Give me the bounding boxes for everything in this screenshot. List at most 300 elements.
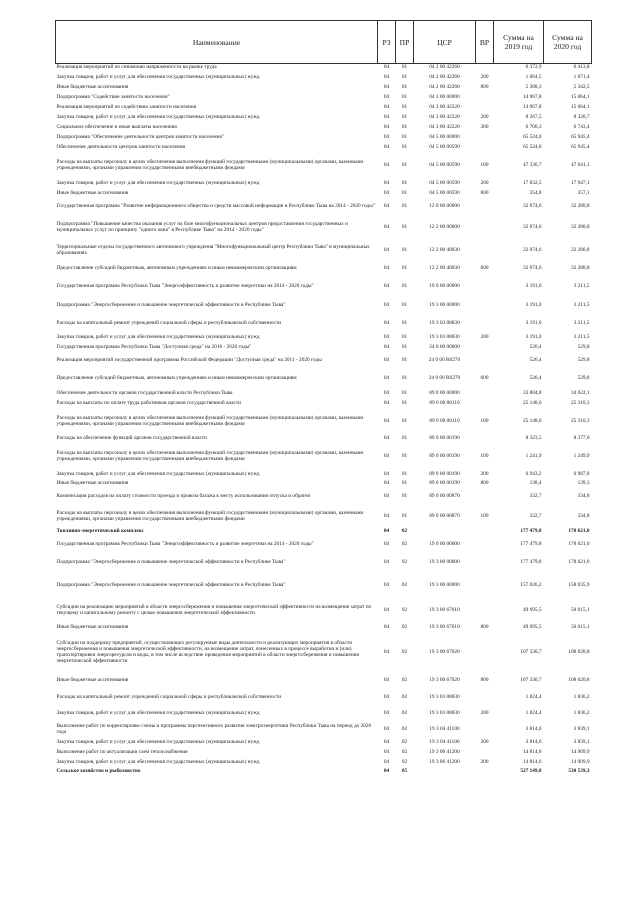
- row-name: Предоставление субсидий бюджетным, автономным учреждениям и иным некоммерческим организациям: [56, 374, 297, 381]
- row-vr: [476, 748, 494, 758]
- row-csr: 12 2 00 40030: [429, 264, 460, 271]
- row-rz: 04: [383, 624, 390, 631]
- row-sum-2019: 526,4: [529, 343, 542, 350]
- row-name: Расходы на выплаты по оплате труда работников органов государственной власти: [56, 400, 242, 407]
- row-pr: 01: [401, 470, 408, 477]
- row-sum-2020: 334,8: [577, 492, 590, 499]
- row-pr: 02: [401, 739, 408, 746]
- row-sum-2020: 529,8: [577, 356, 590, 363]
- row-sum-2019: 33 804,8: [522, 389, 542, 396]
- row-csr: 04 3 00 42220: [429, 114, 460, 121]
- row-name: Иные бюджетные ассигнования: [56, 676, 129, 683]
- row-vr: [476, 103, 494, 113]
- row-sum-2019: 32 074,6: [522, 223, 542, 230]
- budget-table: [55, 20, 592, 776]
- row-vr: [476, 633, 494, 673]
- row-sum-2019: 6 372,9: [525, 64, 542, 71]
- row-csr: 19 3 04 41100: [429, 739, 460, 746]
- row-csr: [414, 768, 476, 776]
- row-vr: [476, 343, 494, 352]
- row-vr: 200: [480, 334, 489, 341]
- row-vr: 800: [480, 624, 489, 631]
- row-pr: 02: [401, 624, 408, 631]
- row-csr: 04 5 00 00000: [429, 134, 460, 141]
- row-sum-2020: 5 342,5: [573, 84, 590, 91]
- row-vr: 800: [480, 84, 489, 91]
- row-csr: 89 0 00 00000: [429, 389, 460, 396]
- row-sum-2019: 1 824,4: [525, 693, 542, 700]
- row-sum-2020: 108 020,8: [568, 676, 590, 683]
- row-sum-2020: 14 909,9: [570, 749, 590, 756]
- table-row: [56, 189, 592, 199]
- row-csr: 04 5 00 00590: [429, 190, 460, 197]
- row-sum-2019: 6 943,2: [525, 470, 542, 477]
- row-sum-2020: 3 839,1: [573, 739, 590, 746]
- row-vr: [476, 199, 494, 214]
- header-rz: РЗ: [378, 21, 396, 64]
- row-csr: 24 0 00 R0270: [428, 356, 461, 363]
- row-csr: 12 0 00 00000: [429, 202, 460, 209]
- row-rz: 04: [383, 492, 390, 499]
- row-vr: [476, 64, 494, 73]
- row-rz: 04: [383, 320, 390, 327]
- table-row: [56, 598, 592, 623]
- row-sum-2020: 139,3: [577, 480, 590, 487]
- row-sum-2019: 14 967,8: [522, 104, 542, 111]
- row-name: Реализация мероприятий по снижению напряженности на рынке труда: [56, 64, 217, 71]
- row-csr: 89 0 00 00870: [429, 492, 460, 499]
- table-row: [56, 707, 592, 721]
- row-pr: 01: [401, 374, 408, 381]
- row-rz: 04: [383, 749, 390, 756]
- header-csr: ЦСР: [414, 21, 476, 64]
- row-sum-2020: 25 310,3: [570, 400, 590, 407]
- row-sum-2020: 3 211,5: [573, 301, 590, 308]
- row-sum-2019: 3 814,6: [525, 725, 542, 732]
- row-name: Иные бюджетные ассигнования: [56, 190, 129, 197]
- row-vr: [476, 536, 494, 553]
- row-sum-2019: 177 479,8: [520, 528, 542, 535]
- row-csr: 19 0 00 00000: [429, 282, 460, 289]
- row-vr: 200: [480, 114, 489, 121]
- row-name: Подпрограмма "Энергосбережение и повышение энергетической эффективности в Республике Тыва": [56, 559, 286, 566]
- row-pr: 02: [401, 693, 408, 700]
- row-pr: 01: [401, 320, 408, 327]
- row-pr: 01: [401, 144, 408, 151]
- row-csr: 89 0 00 00190: [429, 435, 460, 442]
- row-pr: 01: [401, 282, 408, 289]
- table-row: [56, 178, 592, 189]
- row-name: Расходы на капитальный ремонт учреждений социальной сферы и республиканской собственности: [56, 320, 282, 327]
- row-sum-2020: 3 211,5: [573, 334, 590, 341]
- row-rz: 04: [383, 64, 390, 71]
- row-sum-2020: 3 211,5: [573, 320, 590, 327]
- table-row: [56, 315, 592, 333]
- row-name: Выполнение работ по корректировке схемы и программы перспективного развития электроэнергетики Республики Тыва на период до 2020 года: [56, 722, 372, 735]
- budget-table-page: [55, 20, 591, 776]
- row-pr: 01: [401, 452, 408, 459]
- row-name: Субсидии на реализацию мероприятий в области энергосбережения и повышения энергетической эффективности на возмещение затрат по текущему и капитальному ремонту с целью повышения энергетической эффективности: [56, 603, 372, 616]
- row-pr: 01: [401, 84, 408, 91]
- row-csr: 12 2 00 40030: [429, 246, 460, 253]
- row-sum-2020: 1 071,4: [573, 73, 590, 80]
- row-sum-2019: 332,7: [529, 492, 542, 499]
- row-csr: 89 0 00 00190: [429, 452, 460, 459]
- row-pr: 01: [401, 73, 408, 80]
- row-name: Закупка товаров, работ и услуг для обеспечения государственных (муниципальных) нужд: [56, 710, 260, 717]
- row-pr: 01: [401, 264, 408, 271]
- row-vr: 100: [480, 417, 489, 424]
- row-csr: 19 3 03 08830: [429, 693, 460, 700]
- row-name: Предоставление субсидий бюджетным, автономным учреждениям и иным некоммерческим организациям: [56, 264, 297, 271]
- row-vr: [476, 388, 494, 399]
- header-sum-2020: Сумма на 2020 год: [544, 21, 592, 64]
- row-vr: 200: [480, 739, 489, 746]
- row-csr: 04 5 00 00590: [429, 161, 460, 168]
- table-body: [56, 64, 592, 777]
- row-rz: 04: [383, 389, 390, 396]
- row-sum-2019: 527 149,8: [520, 768, 542, 775]
- row-sum-2019: 1 824,4: [525, 710, 542, 717]
- row-sum-2019: 3 191,0: [525, 301, 542, 308]
- row-sum-2019: 1 241,9: [525, 452, 542, 459]
- row-name: Закупка товаров, работ и услуг для обеспечения государственных (муниципальных) нужд: [56, 739, 260, 746]
- row-sum-2019: 8 267,5: [525, 114, 542, 121]
- row-vr: 100: [480, 452, 489, 459]
- row-sum-2020: 6 743,4: [573, 124, 590, 131]
- row-csr: 19 3 00 67010: [429, 624, 460, 631]
- row-sum-2019: 14 814,6: [522, 759, 542, 766]
- row-sum-2020: 529,8: [577, 343, 590, 350]
- row-sum-2019: 65 524,0: [522, 134, 542, 141]
- row-rz: 04: [383, 223, 390, 230]
- row-sum-2019: 65 524,0: [522, 144, 542, 151]
- table-row: [56, 277, 592, 296]
- row-vr: [476, 93, 494, 103]
- row-sum-2020: 1 836,2: [573, 693, 590, 700]
- table-row: [56, 688, 592, 707]
- row-vr: 200: [480, 470, 489, 477]
- row-name: Компенсация расходов на оплату стоимости проезда и провоза багажа к месту использования отпуска и обратно: [56, 492, 311, 499]
- row-sum-2019: 3 191,0: [525, 320, 542, 327]
- row-vr: [476, 721, 494, 738]
- row-pr: 02: [401, 759, 408, 766]
- table-row: [56, 352, 592, 369]
- row-sum-2019: 5 308,3: [525, 84, 542, 91]
- row-rz: 04: [383, 190, 390, 197]
- row-name: Государственная программа "Развитие информационного общества и средств массовой информации в Республике Тыва на 2014 - 2020 годы": [56, 202, 375, 209]
- row-sum-2020: 529,8: [577, 374, 590, 381]
- row-pr: 01: [401, 512, 408, 519]
- table-row: [56, 64, 592, 73]
- row-name: Обеспечение деятельности центров занятости населения: [56, 144, 185, 151]
- row-rz: 04: [383, 512, 390, 519]
- row-pr: 01: [401, 343, 408, 350]
- row-csr: 19 3 00 00000: [429, 301, 460, 308]
- row-sum-2020: 178 621,0: [568, 540, 590, 547]
- row-sum-2020: 25 310,3: [570, 417, 590, 424]
- row-name: Иные бюджетные ассигнования: [56, 480, 129, 487]
- row-name: Топливно-энергетический комплекс: [56, 528, 144, 535]
- table-row: [56, 153, 592, 178]
- row-sum-2020: 357,1: [577, 190, 590, 197]
- row-sum-2019: 25 148,6: [522, 417, 542, 424]
- row-vr: 800: [480, 190, 489, 197]
- row-csr: 19 3 00 00000: [429, 559, 460, 566]
- row-sum-2020: 334,8: [577, 512, 590, 519]
- row-vr: [476, 143, 494, 153]
- row-pr: 01: [401, 356, 408, 363]
- row-sum-2020: 47 641,1: [570, 161, 590, 168]
- table-header: [56, 21, 592, 64]
- row-vr: [476, 553, 494, 573]
- row-sum-2020: 3 839,1: [573, 725, 590, 732]
- row-sum-2020: 1 836,2: [573, 710, 590, 717]
- row-name: Выполнение работ по актуализации схем теплоснабжения: [56, 749, 188, 756]
- row-vr: 100: [480, 512, 489, 519]
- row-sum-2020: 15 064,1: [570, 104, 590, 111]
- table-row: [56, 260, 592, 277]
- table-row: [56, 409, 592, 434]
- row-sum-2019: 47 336,7: [522, 161, 542, 168]
- table-row: [56, 536, 592, 553]
- row-csr: 89 0 00 00870: [429, 512, 460, 519]
- row-sum-2019: 17 832,5: [522, 179, 542, 186]
- row-name: Подпрограмма "Энергосбережение и повышение энергетической эффективности в Республике Тыва": [56, 301, 286, 308]
- row-vr: [476, 768, 494, 776]
- row-sum-2019: 177 479,8: [520, 540, 542, 547]
- row-csr: 19 3 00 00000: [429, 581, 460, 588]
- table-row: [56, 333, 592, 343]
- row-name: Расходы на обеспечение функций органов государственной власти: [56, 435, 207, 442]
- row-sum-2020: 530 539,3: [568, 768, 590, 775]
- row-name: Подпрограмма "Обеспечение деятельности центров занятости населения": [56, 134, 224, 141]
- row-csr: [414, 528, 476, 536]
- row-sum-2019: 157 026,2: [520, 581, 542, 588]
- row-rz: 04: [383, 540, 390, 547]
- table-row: [56, 738, 592, 748]
- row-vr: [476, 296, 494, 315]
- row-pr: 01: [401, 480, 408, 487]
- row-pr: 01: [401, 400, 408, 407]
- row-pr: 01: [401, 334, 408, 341]
- table-row: [56, 113, 592, 123]
- row-pr: 02: [401, 606, 408, 613]
- row-name: Закупка товаров, работ и услуг для обеспечения государственных (муниципальных) нужд: [56, 470, 260, 477]
- table-row: [56, 434, 592, 444]
- table-row: [56, 768, 592, 776]
- table-row: [56, 343, 592, 352]
- row-pr: 01: [401, 492, 408, 499]
- table-row: [56, 399, 592, 409]
- row-sum-2019: 526,4: [529, 374, 542, 381]
- row-name: Закупка товаров, работ и услуг для обеспечения государственных (муниципальных) нужд: [56, 334, 260, 341]
- row-sum-2020: 65 945,4: [570, 134, 590, 141]
- row-sum-2019: 14 967,8: [522, 94, 542, 101]
- row-rz: 04: [383, 114, 390, 121]
- row-vr: 300: [480, 124, 489, 131]
- header-sum-2019: Сумма на 2019 год: [494, 21, 544, 64]
- table-row: [56, 748, 592, 758]
- row-rz: 04: [383, 676, 390, 683]
- row-sum-2019: 32 074,6: [522, 264, 542, 271]
- row-pr: 01: [401, 435, 408, 442]
- row-sum-2020: 8 377,0: [573, 435, 590, 442]
- row-name: Государственная программа Республики Тыва "Доступная среда" на 2016 - 2020 годы": [56, 343, 252, 350]
- row-vr: 100: [480, 161, 489, 168]
- row-rz: 04: [383, 400, 390, 407]
- table-row: [56, 133, 592, 143]
- table-row: [56, 296, 592, 315]
- row-sum-2020: 14 909,9: [570, 759, 590, 766]
- row-vr: [476, 241, 494, 260]
- row-rz: 04: [383, 435, 390, 442]
- row-rz: 04: [383, 334, 390, 341]
- row-rz: 04: [383, 559, 390, 566]
- row-rz: 04: [383, 768, 390, 775]
- row-csr: 19 3 03 08830: [429, 710, 460, 717]
- row-name: Иные бюджетные ассигнования: [56, 84, 129, 91]
- table-row: [56, 369, 592, 388]
- row-csr: 24 0 00 00000: [429, 343, 460, 350]
- header-name: Наименование: [56, 21, 378, 64]
- row-pr: 02: [401, 725, 408, 732]
- row-csr: 19 3 00 67020: [429, 649, 460, 656]
- row-pr: 01: [401, 104, 408, 111]
- row-sum-2020: 6 987,8: [573, 470, 590, 477]
- table-row: [56, 480, 592, 488]
- row-rz: 04: [383, 649, 390, 656]
- row-csr: 19 3 03 08830: [429, 320, 460, 327]
- row-name: Иные бюджетные ассигнования: [56, 624, 129, 631]
- table-row: [56, 553, 592, 573]
- row-vr: 200: [480, 710, 489, 717]
- row-name: Закупка товаров, работ и услуг для обеспечения государственных (муниципальных) нужд: [56, 73, 260, 80]
- row-name: Закупка товаров, работ и услуг для обеспечения государственных (муниципальных) нужд: [56, 759, 260, 766]
- row-rz: 04: [383, 124, 390, 131]
- row-sum-2020: 15 064,1: [570, 94, 590, 101]
- row-name: Расходы на капитальный ремонт учреждений социальной сферы и республиканской собственности: [56, 693, 282, 700]
- row-sum-2019: 138,4: [529, 480, 542, 487]
- row-sum-2020: 6 413,8: [573, 64, 590, 71]
- table-row: [56, 143, 592, 153]
- row-pr: 02: [401, 581, 408, 588]
- row-sum-2020: 3 211,5: [573, 282, 590, 289]
- row-csr: 24 0 00 R0270: [428, 374, 461, 381]
- row-rz: 04: [383, 581, 390, 588]
- row-csr: 89 0 00 00110: [429, 400, 460, 407]
- table-row: [56, 758, 592, 768]
- row-pr: 02: [401, 749, 408, 756]
- row-sum-2020: 1 249,9: [573, 452, 590, 459]
- row-pr: 02: [401, 676, 408, 683]
- row-sum-2019: 25 148,6: [522, 400, 542, 407]
- row-vr: [476, 399, 494, 409]
- row-pr: 01: [401, 389, 408, 396]
- row-name: Субсидии на поддержку предприятий, осуществляющих регулируемые виды деятельности и реализующих мероприятия в области энергосбережения и повышения энергетической эффективности, на возмещение затрат, понесенных в процессе выработки и (или) транспортировки энергоресурсов и воды, в том числе вследствие проведения мероприятий в области энергосбережения и повышения энергетической эффективности: [56, 640, 359, 664]
- table-row: [56, 388, 592, 399]
- row-csr: 04 3 00 00000: [429, 94, 460, 101]
- row-sum-2019: 8 323,5: [525, 435, 542, 442]
- row-vr: [476, 352, 494, 369]
- row-sum-2020: 32 280,8: [570, 223, 590, 230]
- row-rz: 04: [383, 374, 390, 381]
- row-sum-2019: 332,7: [529, 512, 542, 519]
- row-rz: 04: [383, 301, 390, 308]
- row-pr: 01: [401, 190, 408, 197]
- row-pr: 01: [401, 179, 408, 186]
- table-row: [56, 488, 592, 505]
- row-pr: 02: [401, 528, 408, 535]
- row-rz: 04: [383, 480, 390, 487]
- row-name: Расходы на выплаты персоналу в целях обеспечения выполнения функций государственными (муниципальными) органами, казенными учреждениями, органами управления государственными внебюджетными фондами: [56, 449, 364, 462]
- row-pr: 01: [401, 223, 408, 230]
- row-vr: [476, 277, 494, 296]
- row-sum-2019: 177 479,8: [520, 559, 542, 566]
- row-vr: [476, 133, 494, 143]
- row-sum-2019: 49 695,5: [522, 606, 542, 613]
- row-sum-2019: 32 074,6: [522, 202, 542, 209]
- row-sum-2020: 50 015,1: [570, 606, 590, 613]
- table-row: [56, 123, 592, 133]
- table-row: [56, 528, 592, 536]
- table-row: [56, 505, 592, 528]
- row-rz: 04: [383, 452, 390, 459]
- row-csr: 12 2 00 00000: [429, 223, 460, 230]
- row-vr: [476, 315, 494, 333]
- row-name: Обеспечение деятельности органов государственной власти Республики Тыва: [56, 389, 233, 396]
- row-name: Расходы на выплаты персоналу в целях обеспечения выполнения функций государственными (муниципальными) органами, казенными учреждениями, органами управления государственными внебюджетными фондами: [56, 509, 364, 522]
- row-csr: 04 3 00 42220: [429, 104, 460, 111]
- row-rz: 04: [383, 161, 390, 168]
- table-row: [56, 623, 592, 633]
- row-vr: [476, 573, 494, 598]
- row-sum-2020: 108 020,8: [568, 649, 590, 656]
- row-pr: 01: [401, 134, 408, 141]
- row-vr: 800: [480, 676, 489, 683]
- table-row: [56, 673, 592, 688]
- row-name: Закупка товаров, работ и услуг для обеспечения государственных (муниципальных) нужд: [56, 179, 260, 186]
- row-rz: 04: [383, 470, 390, 477]
- row-sum-2020: 32 280,8: [570, 264, 590, 271]
- row-csr: 19 3 06 41200: [429, 759, 460, 766]
- row-sum-2020: 65 945,4: [570, 144, 590, 151]
- row-name: Подпрограмма "Энергосбережение и повышение энергетической эффективности в Республике Тыва": [56, 581, 286, 588]
- row-name: Реализация мероприятий государственной программы Российской Федерации "Доступная среда" на 2011 - 2020 годы: [56, 356, 322, 363]
- row-csr: 04 2 00 42260: [429, 84, 460, 91]
- row-csr: 19 3 06 41200: [429, 749, 460, 756]
- table-row: [56, 633, 592, 673]
- row-rz: 04: [383, 179, 390, 186]
- row-pr: 02: [401, 559, 408, 566]
- row-rz: 04: [383, 759, 390, 766]
- table-row: [56, 93, 592, 103]
- row-sum-2019: 107 330,7: [520, 649, 542, 656]
- row-rz: 04: [383, 134, 390, 141]
- row-pr: 01: [401, 202, 408, 209]
- row-csr: 19 0 00 00000: [429, 540, 460, 547]
- row-sum-2019: 6 700,3: [525, 124, 542, 131]
- row-sum-2019: 3 814,6: [525, 739, 542, 746]
- row-pr: 02: [401, 540, 408, 547]
- row-vr: 200: [480, 179, 489, 186]
- row-csr: 89 0 00 00110: [429, 417, 460, 424]
- row-csr: 04 2 00 42260: [429, 64, 460, 71]
- row-sum-2020: 178 621,0: [568, 559, 590, 566]
- header-vr: ВР: [476, 21, 494, 64]
- row-pr: 05: [401, 768, 408, 775]
- row-rz: 04: [383, 710, 390, 717]
